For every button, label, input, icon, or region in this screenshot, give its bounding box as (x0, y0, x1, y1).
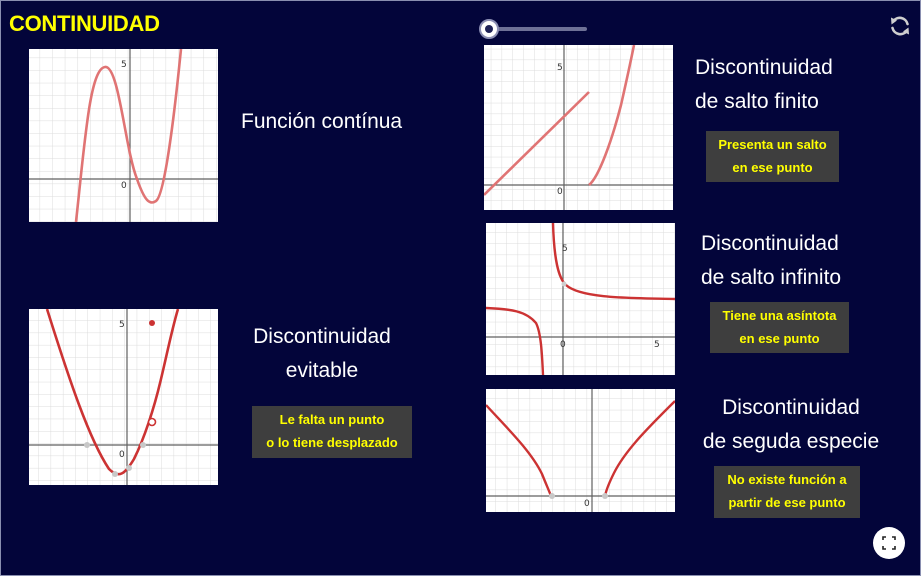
note-salto-infinito-line1: Tiene una asíntota (722, 308, 837, 323)
graph-salto-infinito-canvas (486, 223, 675, 375)
label-salto-infinito (701, 227, 841, 295)
label-segunda-especie-line1: Discontinuidad (722, 396, 860, 419)
fullscreen-icon (873, 527, 905, 559)
note-salto-finito-line2: en ese punto (732, 160, 813, 175)
tick-label-x: 5 (654, 340, 660, 350)
label-evitable-line2: evitable (285, 359, 359, 382)
note-salto-finito-line1: Presenta un salto (718, 137, 827, 152)
label-continua-text: Función contínua (241, 110, 403, 133)
tick-label-y: 5 (557, 63, 563, 73)
origin-label: 0 (557, 187, 563, 197)
label-evitable (237, 320, 407, 388)
note-segunda-especie-line2: partir de ese punto (728, 495, 846, 510)
graph-segunda-especie (486, 389, 675, 512)
slider-track[interactable] (489, 27, 587, 31)
graph-salto-finito-canvas (484, 45, 673, 210)
tick-label-y: 5 (119, 320, 125, 330)
graph-evitable-canvas (29, 309, 218, 485)
graph-salto-infinito (486, 223, 675, 375)
note-evitable-line2: o lo tiene desplazado (266, 435, 398, 450)
label-segunda-especie (691, 391, 891, 459)
displaced-point (149, 320, 155, 326)
origin-label: 0 (119, 450, 125, 460)
label-continua (241, 105, 402, 139)
origin-label: 0 (121, 181, 127, 191)
reset-icon (887, 13, 913, 39)
note-salto-infinito (710, 302, 849, 353)
page-title: CONTINUIDAD (9, 11, 160, 36)
tick-label-y: 5 (121, 60, 127, 70)
removed-point (149, 419, 156, 426)
slider-knob[interactable] (479, 19, 499, 39)
reset-button[interactable] (887, 13, 913, 39)
graph-segunda-especie-canvas (486, 389, 675, 512)
note-salto-finito (706, 131, 839, 182)
label-segunda-especie-line2: de seguda especie (702, 430, 880, 453)
graph-continua-canvas (29, 49, 218, 222)
fullscreen-button[interactable] (873, 527, 905, 559)
origin-label: 0 (584, 499, 590, 509)
note-salto-infinito-line2: en ese punto (739, 331, 820, 346)
label-salto-infinito-line1: Discontinuidad (701, 232, 839, 255)
origin-label: 0 (560, 340, 566, 350)
tick-label-y: 5 (562, 244, 568, 254)
slider[interactable] (477, 17, 591, 41)
label-salto-finito-line1: Discontinuidad (695, 56, 833, 79)
label-salto-infinito-line2: de salto infinito (701, 266, 842, 289)
graph-continua (29, 49, 218, 222)
label-evitable-line1: Discontinuidad (253, 325, 391, 348)
label-salto-finito-line2: de salto finito (695, 90, 819, 113)
note-segunda-especie (714, 466, 860, 518)
graph-evitable (29, 309, 218, 485)
note-segunda-especie-line1: No existe función a (727, 472, 847, 487)
note-evitable-line1: Le falta un punto (279, 412, 385, 427)
label-salto-finito (695, 51, 833, 119)
graph-salto-finito (484, 45, 673, 210)
note-evitable (252, 406, 412, 458)
